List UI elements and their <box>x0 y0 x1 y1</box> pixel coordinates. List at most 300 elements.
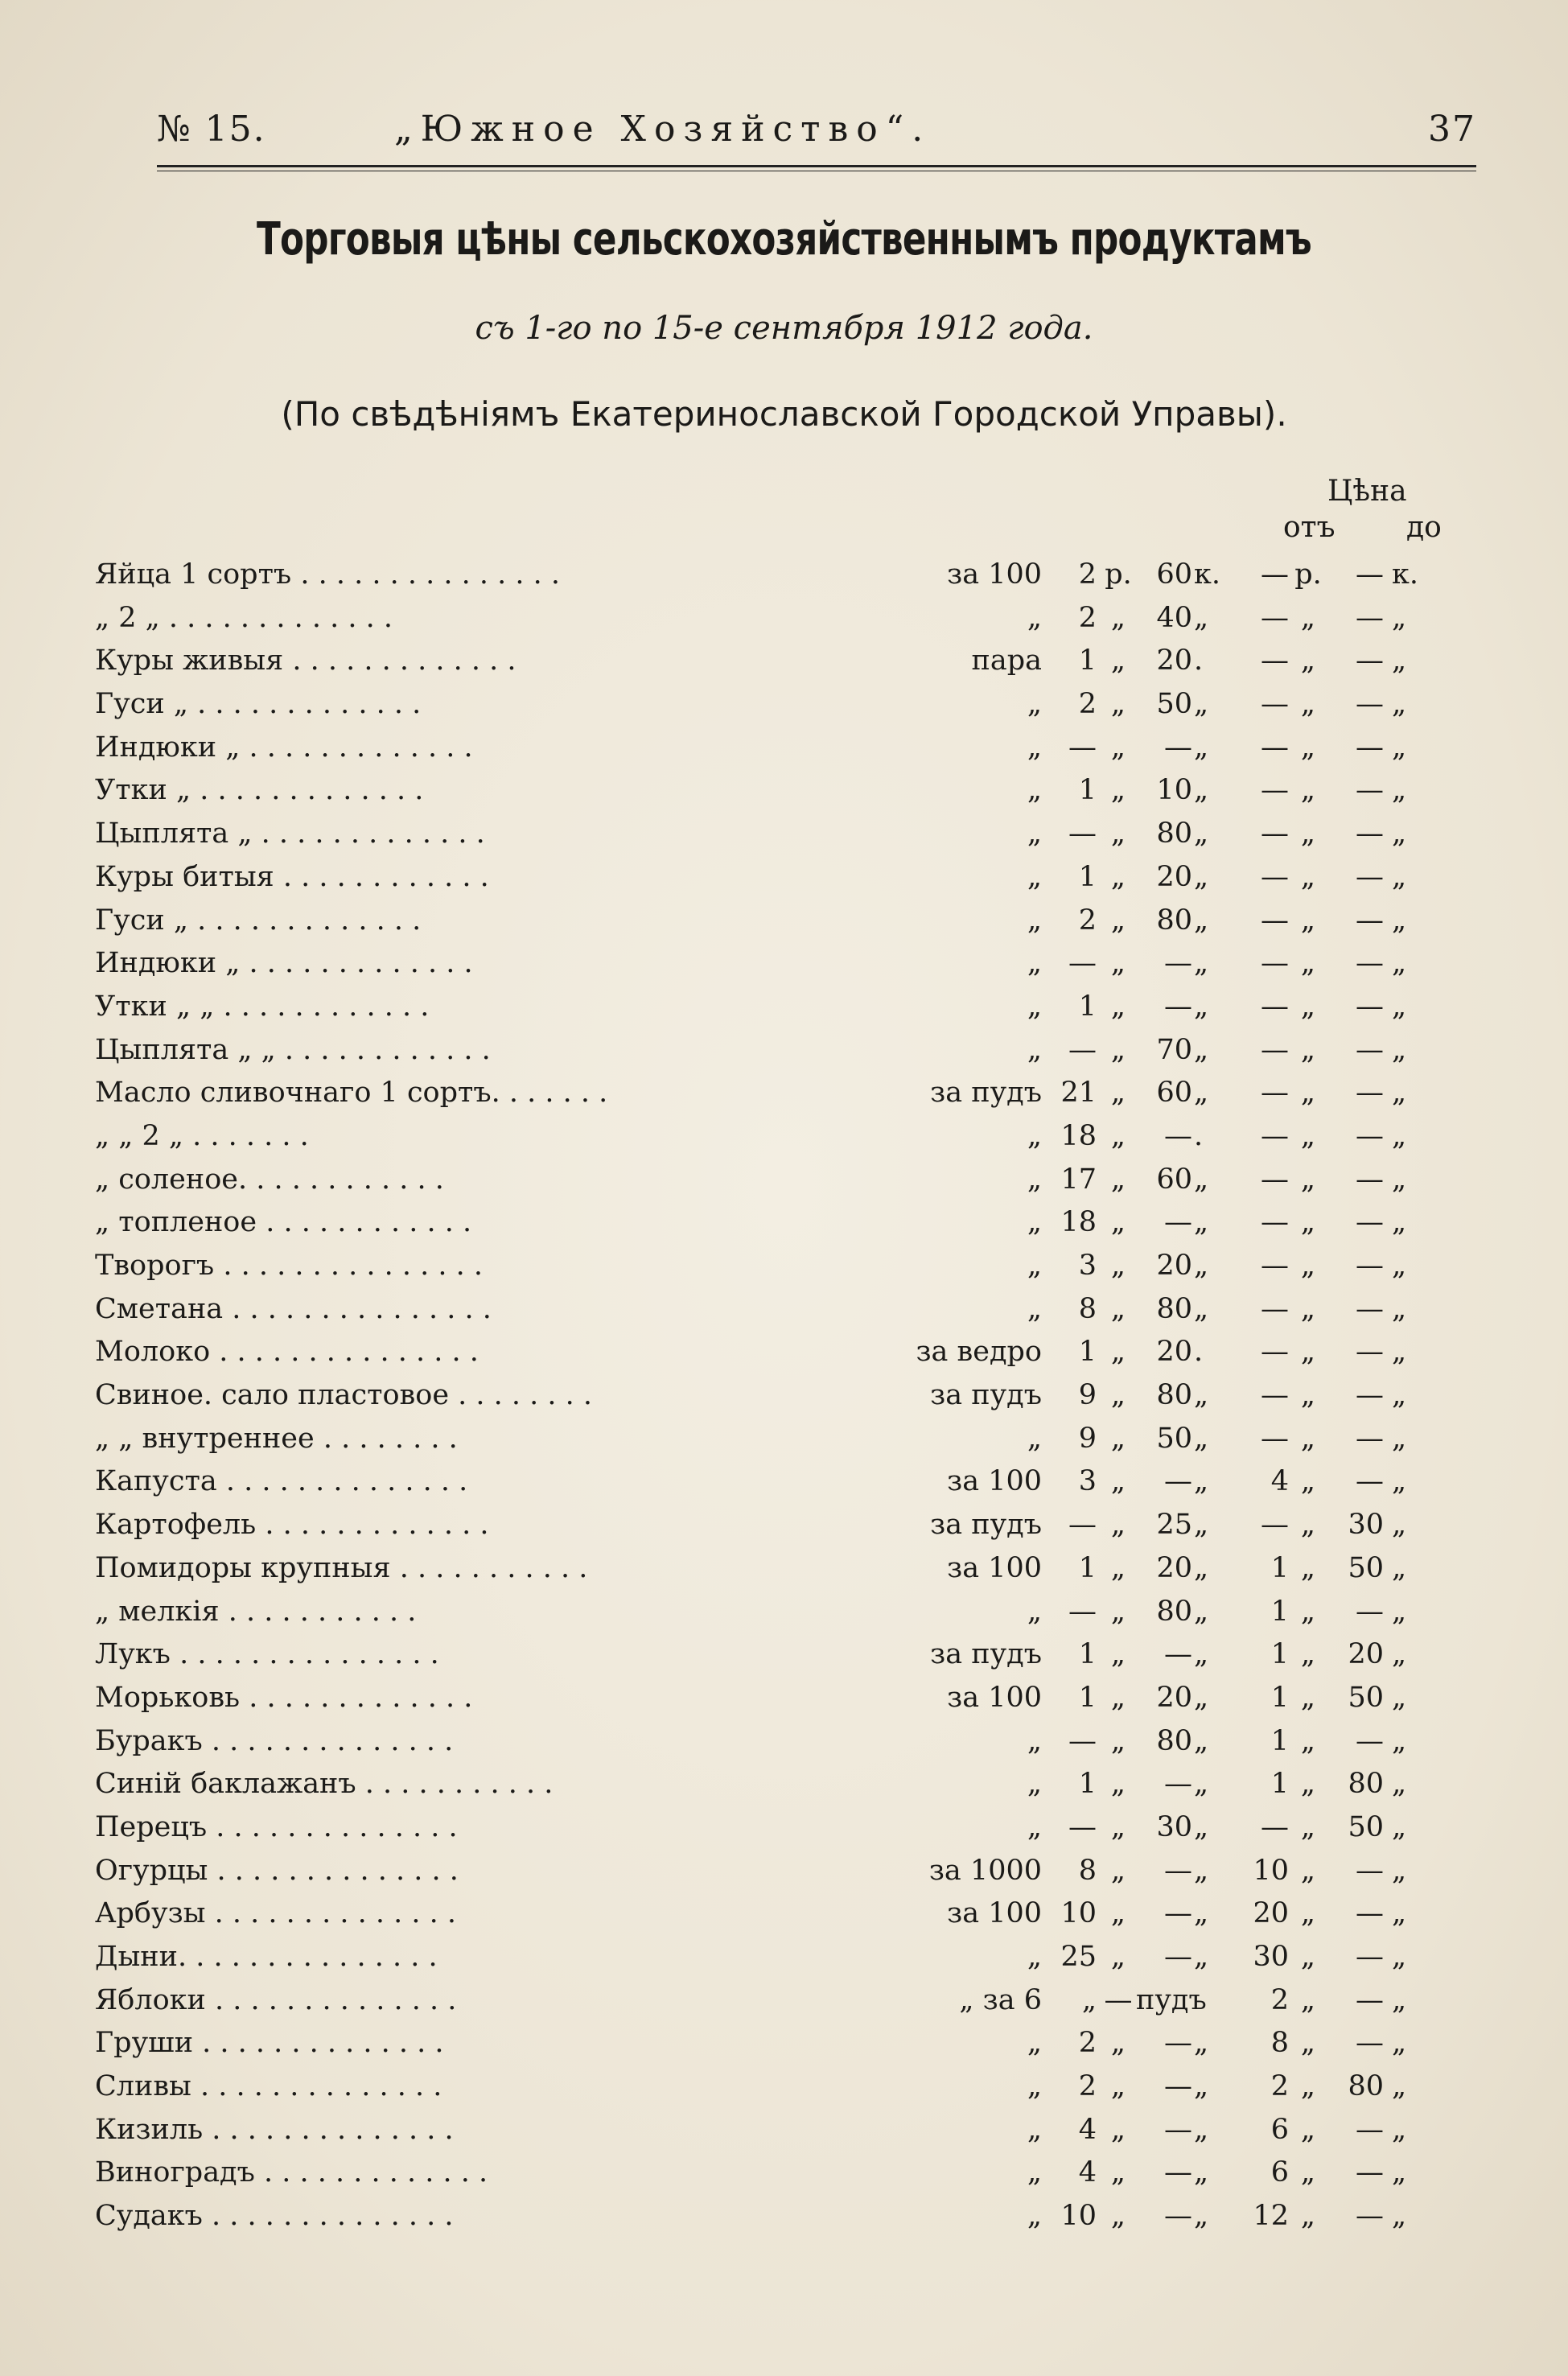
unit: за пудъ <box>930 1077 1042 1110</box>
rubles-mark: „ <box>1110 1941 1126 1973</box>
price-to-kopecks: — <box>1356 1206 1384 1239</box>
rubles-mark: „ <box>1300 2027 1316 2060</box>
rubles-mark: „ <box>1300 2156 1316 2189</box>
price-from-rubles: 1 <box>1078 774 1097 807</box>
price-to-rubles: — <box>1261 904 1289 937</box>
price-to-kopecks: — <box>1356 1941 1384 1973</box>
rubles-mark: „ <box>1300 688 1316 721</box>
price-from-rubles: 1 <box>1078 644 1097 677</box>
price-from-kopecks: 50 <box>1156 688 1192 721</box>
kopecks-mark: „ <box>1194 1854 1209 1887</box>
price-to-rubles: 10 <box>1253 1854 1289 1887</box>
price-from-rubles: 1 <box>1078 1638 1097 1671</box>
price-to-rubles: — <box>1261 1077 1289 1110</box>
rubles-mark: „ <box>1110 860 1126 893</box>
rubles-mark: „ <box>1300 1292 1316 1325</box>
price-from-rubles: 4 <box>1078 2113 1097 2146</box>
rubles-mark: „ <box>1110 1250 1126 1282</box>
kopecks-mark: „ <box>1392 1768 1407 1801</box>
table-row <box>0 683 1568 727</box>
kopecks-mark: „ <box>1392 904 1407 937</box>
price-to-kopecks: — <box>1356 1077 1384 1110</box>
price-from-rubles: 1 <box>1078 1551 1097 1584</box>
product-name: Лукъ . . . . . . . . . . . . . . . <box>95 1638 439 1671</box>
product-name: Арбузы . . . . . . . . . . . . . . <box>95 1897 457 1930</box>
unit: „ <box>1027 1941 1042 1973</box>
price-from-header: отъ <box>1283 511 1335 544</box>
unit: пара <box>971 644 1042 677</box>
product-name: Капуста . . . . . . . . . . . . . . <box>95 1465 468 1498</box>
rubles-mark: „ <box>1300 1810 1316 1843</box>
rubles-mark: „ <box>1110 1810 1126 1843</box>
rubles-mark: „ <box>1110 1551 1126 1584</box>
kopecks-mark: „ <box>1392 1379 1407 1412</box>
price-from-rubles: 2 <box>1078 688 1097 721</box>
rubles-mark: — <box>1104 1983 1133 2016</box>
rubles-mark: „ <box>1110 1465 1126 1498</box>
rubles-mark: „ <box>1110 1854 1126 1887</box>
price-to-kopecks: — <box>1356 1163 1384 1196</box>
table-row <box>0 1677 1568 1720</box>
price-to-rubles: — <box>1261 558 1289 591</box>
kopecks-mark: „ <box>1392 1336 1407 1369</box>
price-to-rubles: — <box>1261 1292 1289 1325</box>
unit: „ <box>1027 2200 1042 2233</box>
table-row <box>0 2152 1568 2195</box>
price-to-rubles: — <box>1261 990 1289 1023</box>
table-row <box>0 1460 1568 1504</box>
issue-number: № 15. <box>157 109 266 150</box>
kopecks-mark: „ <box>1194 1033 1209 1066</box>
kopecks-mark: „ <box>1194 2027 1209 2060</box>
price-from-rubles: 10 <box>1060 1897 1097 1930</box>
price-to-kopecks: 80 <box>1348 1768 1384 1801</box>
rubles-mark: „ <box>1300 2070 1316 2103</box>
price-from-kopecks: — <box>1164 2070 1192 2103</box>
table-row <box>0 1720 1568 1764</box>
unit: за 1000 <box>928 1854 1042 1887</box>
kopecks-mark: „ <box>1194 2200 1209 2233</box>
table-row <box>0 813 1568 856</box>
rubles-mark: „ <box>1300 1163 1316 1196</box>
rubles-mark: „ <box>1110 904 1126 937</box>
price-to-kopecks: — <box>1356 1250 1384 1282</box>
price-from-kopecks: пудъ <box>1136 1983 1207 2016</box>
table-row <box>0 2109 1568 2152</box>
rubles-mark: „ <box>1300 1033 1316 1066</box>
price-from-rubles: 1 <box>1078 1681 1097 1714</box>
price-from-kopecks: 25 <box>1156 1509 1192 1542</box>
price-to-kopecks: 20 <box>1348 1638 1384 1671</box>
kopecks-mark: „ <box>1194 601 1209 634</box>
unit: за пудъ <box>930 1509 1042 1542</box>
price-to-rubles: 1 <box>1270 1724 1289 1757</box>
rubles-mark: „ <box>1110 1336 1126 1369</box>
rubles-mark: „ <box>1110 1379 1126 1412</box>
kopecks-mark: „ <box>1194 688 1209 721</box>
price-to-rubles: 8 <box>1270 2027 1289 2060</box>
price-to-kopecks: — <box>1356 1336 1384 1369</box>
price-to-kopecks: — <box>1356 2200 1384 2233</box>
table-row <box>0 1591 1568 1634</box>
price-to-kopecks: — <box>1356 1897 1384 1930</box>
price-to-kopecks: — <box>1356 1422 1384 1455</box>
kopecks-mark: „ <box>1194 731 1209 764</box>
product-name: Утки „ . . . . . . . . . . . . . <box>95 774 424 807</box>
price-to-rubles: 6 <box>1270 2156 1289 2189</box>
unit: „ <box>1027 1768 1042 1801</box>
kopecks-mark: „ <box>1392 2070 1407 2103</box>
rubles-mark: р. <box>1105 558 1132 591</box>
table-row <box>0 1979 1568 2023</box>
kopecks-mark: „ <box>1392 1250 1407 1282</box>
rubles-mark: „ <box>1110 1033 1126 1066</box>
product-name: Синій баклажанъ . . . . . . . . . . . <box>95 1768 554 1801</box>
price-to-rubles: 20 <box>1253 1897 1289 1930</box>
price-from-kopecks: — <box>1164 2027 1192 2060</box>
table-row <box>0 597 1568 640</box>
price-from-kopecks: 20 <box>1156 1250 1192 1282</box>
table-row <box>0 1201 1568 1245</box>
price-from-kopecks: — <box>1164 2156 1192 2189</box>
price-to-kopecks: — <box>1356 774 1384 807</box>
price-to-kopecks: — <box>1356 2156 1384 2189</box>
price-from-rubles: — <box>1068 1810 1097 1843</box>
price-to-kopecks: — <box>1356 904 1384 937</box>
rubles-mark: „ <box>1110 774 1126 807</box>
kopecks-mark: „ <box>1194 1465 1209 1498</box>
kopecks-mark: „ <box>1392 2200 1407 2233</box>
kopecks-mark: „ <box>1392 1465 1407 1498</box>
price-to-header: до <box>1406 511 1442 544</box>
unit: „ <box>1027 1595 1042 1628</box>
price-from-kopecks: — <box>1164 1941 1192 1973</box>
table-row <box>0 1374 1568 1418</box>
rubles-mark: „ <box>1110 1206 1126 1239</box>
kopecks-mark: к. <box>1194 558 1221 591</box>
price-from-rubles: — <box>1068 1509 1097 1542</box>
data-source: (По свѣдѣніямъ Екатеринославской Городской Управы). <box>281 394 1287 434</box>
price-to-rubles: — <box>1261 1810 1289 1843</box>
product-name: „ 2 „ . . . . . . . . . . . . . <box>95 601 393 634</box>
product-name: Перецъ . . . . . . . . . . . . . . <box>95 1810 458 1843</box>
rubles-mark: „ <box>1110 601 1126 634</box>
rubles-mark: „ <box>1110 2113 1126 2146</box>
table-row <box>0 554 1568 597</box>
kopecks-mark: „ <box>1194 990 1209 1023</box>
price-from-kopecks: 80 <box>1156 1379 1192 1412</box>
table-row <box>0 769 1568 813</box>
product-name: Куры живыя . . . . . . . . . . . . . <box>95 644 516 677</box>
rubles-mark: р. <box>1294 558 1322 591</box>
price-to-kopecks: — <box>1356 990 1384 1023</box>
price-from-kopecks: 40 <box>1156 601 1192 634</box>
price-from-rubles: — <box>1068 731 1097 764</box>
price-table <box>0 554 1568 2238</box>
price-to-kopecks: — <box>1356 1292 1384 1325</box>
rubles-mark: „ <box>1110 644 1126 677</box>
unit: „ <box>1027 731 1042 764</box>
unit: „ <box>1027 947 1042 980</box>
price-from-rubles: 21 <box>1060 1077 1097 1110</box>
rubles-mark: „ <box>1300 990 1316 1023</box>
rubles-mark: „ <box>1110 1119 1126 1152</box>
unit: „ <box>1027 1119 1042 1152</box>
unit: „ <box>1027 601 1042 634</box>
kopecks-mark: „ <box>1392 731 1407 764</box>
kopecks-mark: „ <box>1392 990 1407 1023</box>
product-name: „ мелкія . . . . . . . . . . . <box>95 1595 417 1628</box>
rubles-mark: „ <box>1110 2200 1126 2233</box>
unit: за ведро <box>916 1336 1042 1369</box>
kopecks-mark: „ <box>1392 1941 1407 1973</box>
price-from-kopecks: — <box>1164 2113 1192 2146</box>
table-row <box>0 1763 1568 1806</box>
kopecks-mark: „ <box>1194 947 1209 980</box>
price-from-rubles: 2 <box>1078 2070 1097 2103</box>
price-from-kopecks: 20 <box>1156 1336 1192 1369</box>
price-from-kopecks: 80 <box>1156 1292 1192 1325</box>
kopecks-mark: к. <box>1392 558 1419 591</box>
price-from-kopecks: 50 <box>1156 1422 1192 1455</box>
price-from-kopecks: — <box>1164 1638 1192 1671</box>
rubles-mark: „ <box>1300 1897 1316 1930</box>
unit: за пудъ <box>930 1379 1042 1412</box>
rubles-mark: „ <box>1300 1379 1316 1412</box>
rubles-mark: „ <box>1110 817 1126 850</box>
price-from-kopecks: 80 <box>1156 1595 1192 1628</box>
price-to-kopecks: 50 <box>1348 1810 1384 1843</box>
price-from-kopecks: 20 <box>1156 644 1192 677</box>
price-from-kopecks: — <box>1164 990 1192 1023</box>
rubles-mark: „ <box>1110 990 1126 1023</box>
price-to-rubles: 30 <box>1253 1941 1289 1973</box>
rubles-mark: „ <box>1300 1983 1316 2016</box>
kopecks-mark: „ <box>1392 1422 1407 1455</box>
price-from-kopecks: 70 <box>1156 1033 1192 1066</box>
price-from-rubles: „ <box>1081 1983 1097 2016</box>
rubles-mark: „ <box>1110 1897 1126 1930</box>
kopecks-mark: „ <box>1392 817 1407 850</box>
rubles-mark: „ <box>1300 1768 1316 1801</box>
table-row <box>0 1331 1568 1374</box>
table-row <box>0 856 1568 900</box>
rubles-mark: „ <box>1110 2156 1126 2189</box>
price-to-kopecks: 30 <box>1348 1509 1384 1542</box>
unit: за 100 <box>947 1681 1042 1714</box>
price-from-rubles: 9 <box>1078 1422 1097 1455</box>
price-to-kopecks: — <box>1356 1465 1384 1498</box>
price-from-rubles: 2 <box>1078 601 1097 634</box>
price-from-kopecks: 10 <box>1156 774 1192 807</box>
kopecks-mark: „ <box>1392 774 1407 807</box>
kopecks-mark: „ <box>1194 1941 1209 1973</box>
price-from-kopecks: 60 <box>1156 558 1192 591</box>
price-to-rubles: 1 <box>1270 1595 1289 1628</box>
table-row <box>0 1850 1568 1893</box>
price-from-rubles: 2 <box>1078 2027 1097 2060</box>
price-to-rubles: — <box>1261 1336 1289 1369</box>
kopecks-mark: „ <box>1194 1897 1209 1930</box>
table-row <box>0 942 1568 986</box>
kopecks-mark: „ <box>1194 1292 1209 1325</box>
kopecks-mark: „ <box>1392 2113 1407 2146</box>
kopecks-mark: „ <box>1392 1163 1407 1196</box>
rubles-mark: „ <box>1110 1292 1126 1325</box>
unit: за 100 <box>947 1465 1042 1498</box>
kopecks-mark: „ <box>1194 1768 1209 1801</box>
rubles-mark: „ <box>1300 731 1316 764</box>
rubles-mark: „ <box>1110 1768 1126 1801</box>
unit: „ <box>1027 2027 1042 2060</box>
kopecks-mark: „ <box>1392 1509 1407 1542</box>
price-from-kopecks: 80 <box>1156 904 1192 937</box>
price-to-kopecks: 50 <box>1348 1551 1384 1584</box>
kopecks-mark: „ <box>1194 1681 1209 1714</box>
kopecks-mark: „ <box>1194 2156 1209 2189</box>
price-from-rubles: 3 <box>1078 1465 1097 1498</box>
kopecks-mark: „ <box>1392 1810 1407 1843</box>
product-name: Кизиль . . . . . . . . . . . . . . <box>95 2113 454 2146</box>
price-to-rubles: 1 <box>1270 1681 1289 1714</box>
kopecks-mark: „ <box>1194 860 1209 893</box>
price-from-kopecks: — <box>1164 1206 1192 1239</box>
price-to-kopecks: — <box>1356 1724 1384 1757</box>
price-from-rubles: 25 <box>1060 1941 1097 1973</box>
price-to-rubles: 6 <box>1270 2113 1289 2146</box>
product-name: „ „ внутреннее . . . . . . . . <box>95 1422 458 1455</box>
kopecks-mark: „ <box>1392 1077 1407 1110</box>
product-name: „ топленое . . . . . . . . . . . . <box>95 1206 472 1239</box>
price-from-kopecks: 60 <box>1156 1163 1192 1196</box>
kopecks-mark: „ <box>1392 1292 1407 1325</box>
table-row <box>0 1072 1568 1115</box>
rubles-mark: „ <box>1300 1724 1316 1757</box>
rubles-mark: „ <box>1300 1422 1316 1455</box>
price-to-rubles: 1 <box>1270 1768 1289 1801</box>
price-to-rubles: — <box>1261 1163 1289 1196</box>
rubles-mark: „ <box>1110 731 1126 764</box>
price-to-rubles: — <box>1261 947 1289 980</box>
rubles-mark: „ <box>1300 601 1316 634</box>
product-name: Цыплята „ „ . . . . . . . . . . . . <box>95 1033 491 1066</box>
price-from-kopecks: — <box>1164 731 1192 764</box>
table-row <box>0 1633 1568 1677</box>
product-name: Груши . . . . . . . . . . . . . . <box>95 2027 444 2060</box>
unit: „ <box>1027 817 1042 850</box>
table-row <box>0 1418 1568 1461</box>
page-header <box>157 109 1476 157</box>
price-to-kopecks: — <box>1356 817 1384 850</box>
rubles-mark: „ <box>1300 2113 1316 2146</box>
table-row <box>0 2022 1568 2065</box>
price-from-kopecks: 80 <box>1156 1724 1192 1757</box>
rubles-mark: „ <box>1300 1681 1316 1714</box>
date-range: съ 1-го по 15-е сентября 1912 года. <box>475 310 1093 347</box>
product-name: Сливы . . . . . . . . . . . . . . <box>95 2070 442 2103</box>
rubles-mark: „ <box>1300 644 1316 677</box>
kopecks-mark: „ <box>1392 688 1407 721</box>
price-to-kopecks: — <box>1356 1595 1384 1628</box>
unit: „ <box>1027 1422 1042 1455</box>
unit: „ <box>1027 1810 1042 1843</box>
unit: за 100 <box>947 1897 1042 1930</box>
product-name: Яйца 1 сортъ . . . . . . . . . . . . . . . <box>95 558 560 591</box>
table-row <box>0 1936 1568 1979</box>
rubles-mark: „ <box>1110 1163 1126 1196</box>
product-name: Свиное. сало пластовое . . . . . . . . <box>95 1379 593 1412</box>
product-name: Картофель . . . . . . . . . . . . . <box>95 1509 489 1542</box>
price-from-rubles: — <box>1068 1033 1097 1066</box>
rubles-mark: „ <box>1300 1509 1316 1542</box>
product-name: Дыни. . . . . . . . . . . . . . . <box>95 1941 438 1973</box>
price-from-rubles: 1 <box>1078 1336 1097 1369</box>
kopecks-mark: „ <box>1194 1509 1209 1542</box>
price-to-rubles: — <box>1261 731 1289 764</box>
product-name: Куры битыя . . . . . . . . . . . . <box>95 860 489 893</box>
unit: „ <box>1027 2156 1042 2189</box>
product-name: „ „ 2 „ . . . . . . . <box>95 1119 309 1152</box>
price-to-rubles: — <box>1261 601 1289 634</box>
rubles-mark: „ <box>1110 947 1126 980</box>
table-row <box>0 1245 1568 1288</box>
rubles-mark: „ <box>1300 860 1316 893</box>
rubles-mark: „ <box>1300 947 1316 980</box>
product-name: Гуси „ . . . . . . . . . . . . . <box>95 904 422 937</box>
price-to-rubles: 4 <box>1270 1465 1289 1498</box>
price-to-rubles: 2 <box>1270 2070 1289 2103</box>
price-from-rubles: 1 <box>1078 990 1097 1023</box>
price-from-kopecks: — <box>1164 1897 1192 1930</box>
unit: „ <box>1027 688 1042 721</box>
kopecks-mark: „ <box>1392 1595 1407 1628</box>
product-name: Судакъ . . . . . . . . . . . . . . <box>95 2200 454 2233</box>
price-to-kopecks: — <box>1356 1033 1384 1066</box>
price-to-rubles: 2 <box>1270 1983 1289 2016</box>
price-from-kopecks: 60 <box>1156 1077 1192 1110</box>
price-from-kopecks: — <box>1164 1119 1192 1152</box>
kopecks-mark: „ <box>1392 2027 1407 2060</box>
product-name: Сметана . . . . . . . . . . . . . . . <box>95 1292 492 1325</box>
table-row <box>0 1159 1568 1202</box>
unit: „ <box>1027 904 1042 937</box>
price-to-rubles: — <box>1261 1033 1289 1066</box>
kopecks-mark: . <box>1194 644 1204 677</box>
table-row <box>0 900 1568 943</box>
kopecks-mark: „ <box>1194 1250 1209 1282</box>
kopecks-mark: „ <box>1392 860 1407 893</box>
price-to-rubles: — <box>1261 1119 1289 1152</box>
kopecks-mark: „ <box>1194 1163 1209 1196</box>
rubles-mark: „ <box>1110 1422 1126 1455</box>
rubles-mark: „ <box>1110 1724 1126 1757</box>
kopecks-mark: „ <box>1392 1638 1407 1671</box>
unit: „ <box>1027 1292 1042 1325</box>
price-to-kopecks: — <box>1356 1119 1384 1152</box>
rubles-mark: „ <box>1300 817 1316 850</box>
kopecks-mark: „ <box>1194 1206 1209 1239</box>
table-row <box>0 1288 1568 1332</box>
product-name: Индюки „ . . . . . . . . . . . . . <box>95 731 473 764</box>
rubles-mark: „ <box>1300 1941 1316 1973</box>
price-to-kopecks: — <box>1356 1379 1384 1412</box>
product-name: Гуси „ . . . . . . . . . . . . . <box>95 688 422 721</box>
unit: за 100 <box>947 1551 1042 1584</box>
table-row <box>0 640 1568 683</box>
rubles-mark: „ <box>1110 1681 1126 1714</box>
price-from-rubles: 17 <box>1060 1163 1097 1196</box>
rubles-mark: „ <box>1300 904 1316 937</box>
